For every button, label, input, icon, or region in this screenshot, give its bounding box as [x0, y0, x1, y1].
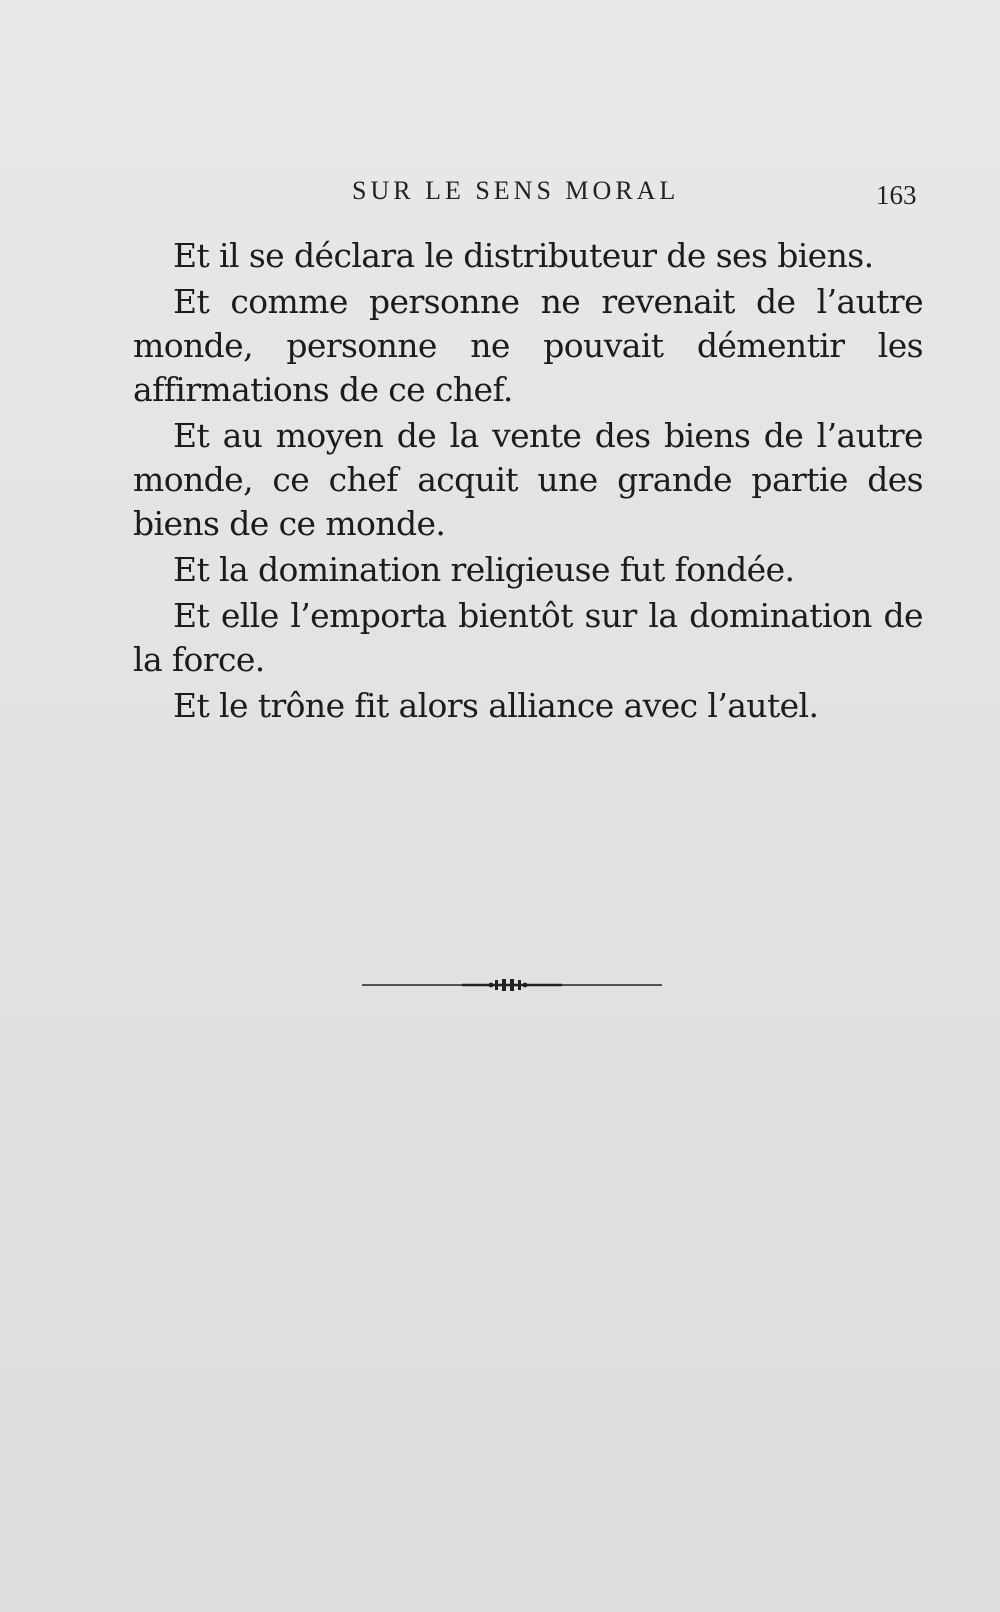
paragraph: Et le trône fit alors alliance avec l’autel.	[173, 686, 819, 725]
paragraph: Et il se déclara le distributeur de ses biens.	[173, 236, 874, 275]
paragraph: Et comme personne ne revenait de l’autre monde, personne ne pouvait démentir les affirmations de ce chef.	[133, 282, 923, 409]
page-number: 163	[876, 180, 917, 210]
paragraph: Et au moyen de la vente des biens de l’autre monde, ce chef acquit une grande partie des biens de ce monde.	[133, 416, 923, 543]
tailpiece-rule-ornament-icon	[362, 974, 662, 994]
body-text	[133, 234, 923, 728]
paragraph: Et la domination religieuse fut fondée.	[173, 550, 795, 589]
running-title: SUR LE SENS MORAL	[352, 176, 680, 205]
paragraph: Et elle l’emporta bientôt sur la domination de la force.	[133, 596, 923, 679]
